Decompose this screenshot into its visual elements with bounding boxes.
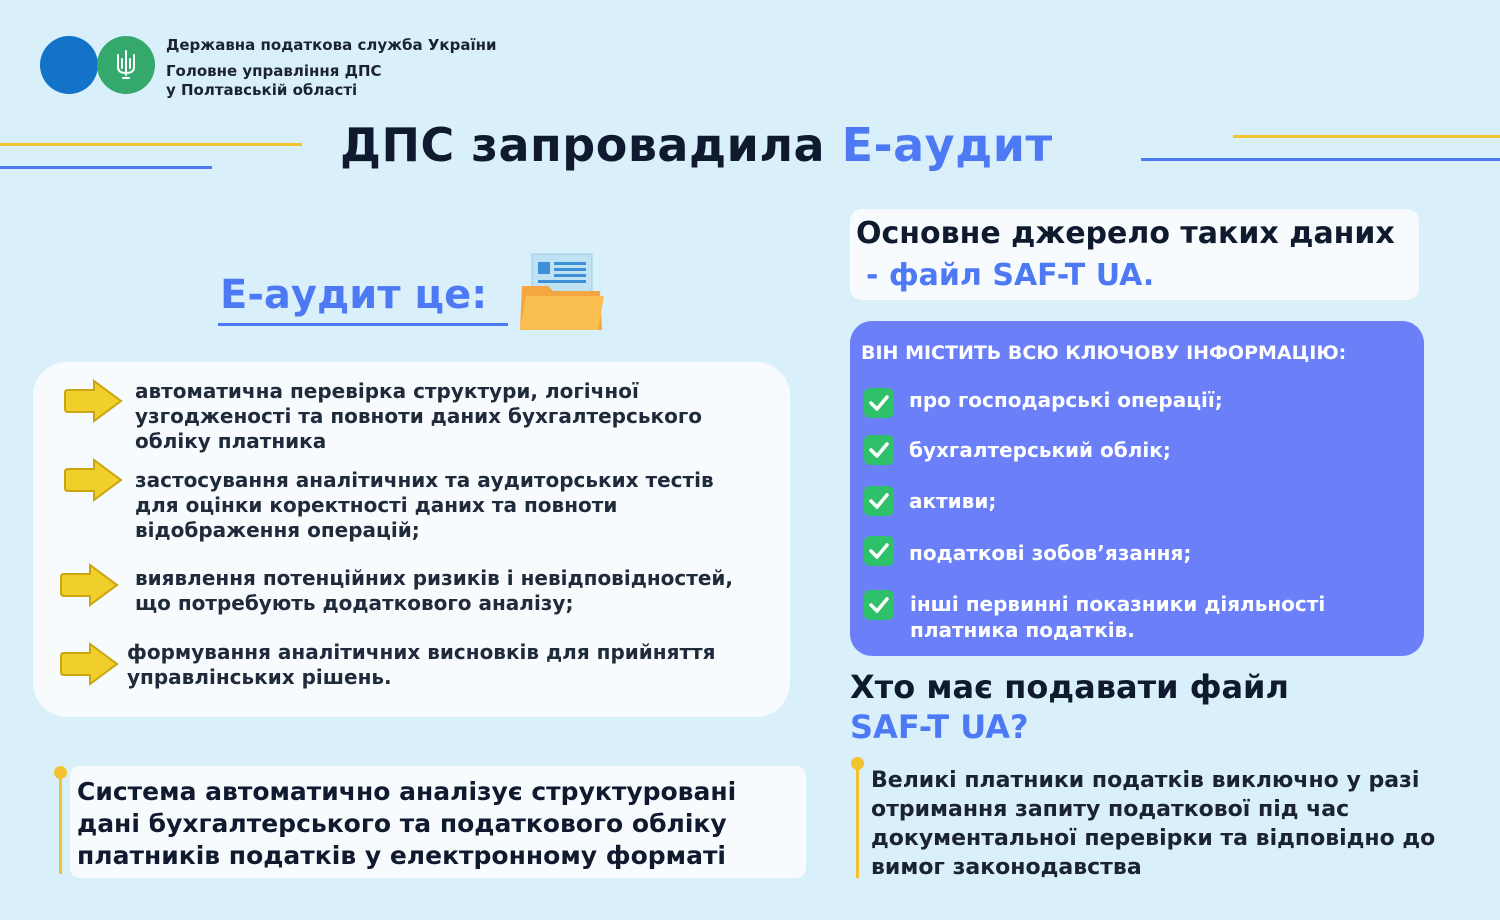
info-item: бухгалтерський облік;	[909, 438, 1171, 462]
folder-document-icon	[518, 252, 606, 332]
logo-blue-circle	[40, 36, 98, 94]
system-note-text: Система автоматично аналізує структуровані дані бухгалтерського та податкового обліку платників податків у електронному форматі	[77, 777, 737, 870]
source-line-2: - файл SAF-T UA.	[866, 258, 1155, 293]
pin-line-right	[856, 765, 859, 878]
who-heading-line-1: Хто має подавати файл	[850, 668, 1289, 706]
arrow-right-icon	[60, 641, 120, 687]
list-item: автоматична перевірка структури, логічної узгодженості та повноти даних бухгалтерського обліку платника	[135, 379, 703, 453]
checkmark-icon	[864, 435, 894, 465]
who-heading-line-2: SAF-T UA?	[850, 708, 1029, 746]
organization-name	[166, 36, 496, 100]
list-item: застосування аналітичних та аудиторських тестів для оцінки коректності даних та повноти відображення операцій;	[135, 468, 714, 542]
info-item: податкові зобов’язання;	[909, 541, 1192, 565]
checkmark-icon	[864, 590, 894, 620]
org-line-2: Головне управління ДПС	[166, 62, 382, 80]
title-accent: Е-аудит	[841, 118, 1053, 172]
trident-icon	[114, 49, 138, 81]
checkmark-icon	[864, 536, 894, 566]
org-line-3: у Полтавській області	[166, 81, 358, 99]
who-answer-text: Великі платники податків виключно у разі отримання запиту податкової під час документальної перевірки та відповідно до вимог законодавства	[871, 768, 1436, 880]
e-audit-heading-underline	[218, 323, 508, 326]
logo-green-circle	[97, 36, 155, 94]
list-item: формування аналітичних висновків для прийняття управлінських рішень.	[127, 640, 716, 689]
checkmark-icon	[864, 486, 894, 516]
info-item: про господарські операції;	[909, 388, 1223, 412]
arrow-right-icon	[60, 562, 120, 608]
decor-line-yellow-left	[0, 143, 302, 146]
info-heading: ВІН МІСТИТЬ ВСЮ КЛЮЧОВУ ІНФОРМАЦІЮ:	[861, 342, 1347, 364]
info-item: активи;	[909, 489, 997, 513]
title-main: ДПС запровадила	[340, 118, 826, 172]
info-item: інші первинні показники діяльності платника податків.	[910, 592, 1326, 642]
pin-line-left	[59, 774, 62, 874]
checkmark-icon	[864, 388, 894, 418]
arrow-right-icon	[64, 457, 124, 503]
org-line-1: Державна податкова служба України	[166, 36, 497, 54]
decor-line-blue-left	[0, 166, 212, 169]
arrow-right-icon	[64, 378, 124, 424]
decor-line-yellow-right	[1233, 135, 1500, 138]
e-audit-heading: Е-аудит це:	[220, 272, 488, 318]
decor-line-blue-right	[1141, 158, 1500, 161]
source-line-1: Основне джерело таких даних	[856, 216, 1395, 251]
list-item: виявлення потенційних ризиків і невідповідностей, що потребують додаткового аналізу;	[135, 566, 734, 615]
page-title	[340, 118, 1053, 172]
